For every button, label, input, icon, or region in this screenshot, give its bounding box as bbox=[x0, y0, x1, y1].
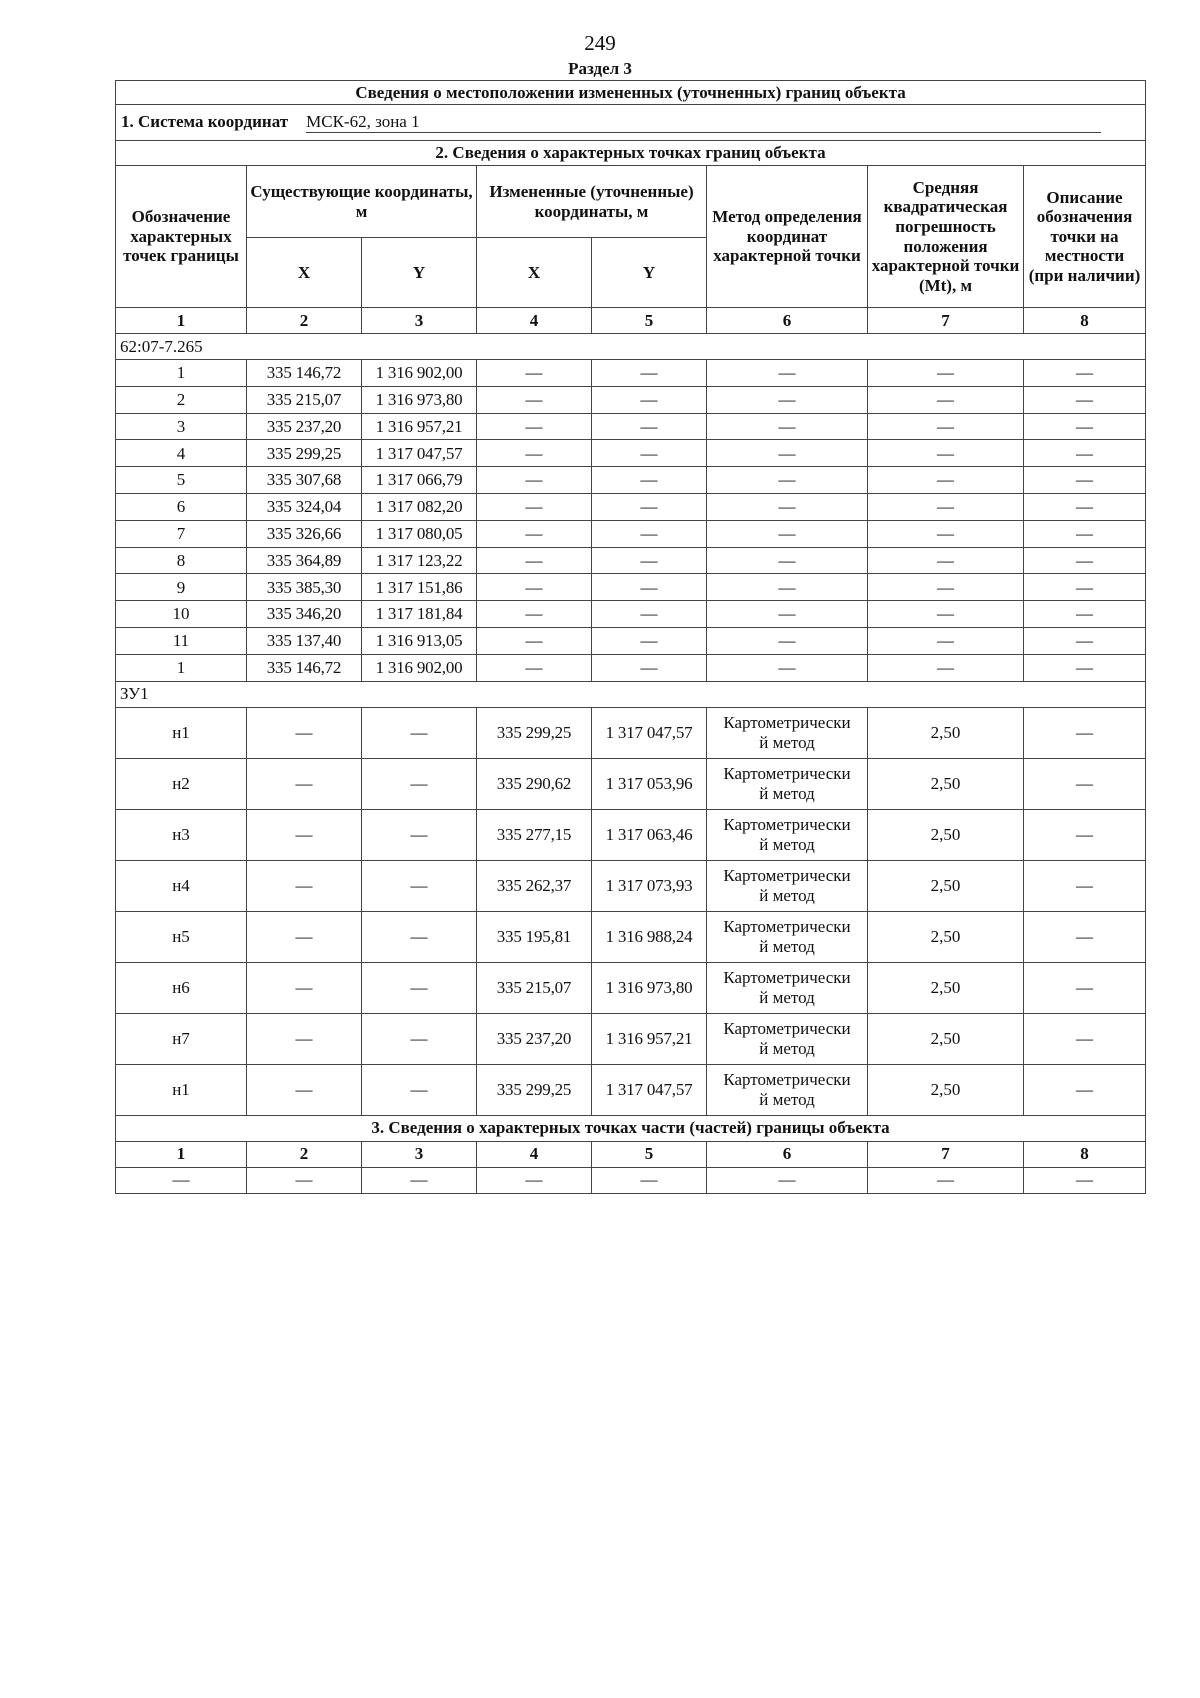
table-cell: — bbox=[1024, 627, 1146, 654]
table-cell: — bbox=[868, 493, 1024, 520]
method-cell bbox=[707, 809, 868, 860]
page-number: 249 bbox=[584, 31, 616, 55]
table-row bbox=[116, 1013, 1146, 1064]
group-label: ЗУ1 bbox=[116, 681, 1146, 707]
table-cell: 335 237,20 bbox=[247, 413, 362, 440]
table-cell: — bbox=[362, 809, 477, 860]
column-number: 4 bbox=[477, 308, 592, 334]
table-cell: — bbox=[592, 386, 707, 413]
table-cell: 2,50 bbox=[868, 1064, 1024, 1115]
table-cell: 335 307,68 bbox=[247, 467, 362, 494]
method-cell bbox=[707, 707, 868, 758]
table-cell: 1 316 973,80 bbox=[592, 962, 707, 1013]
table-cell: н7 bbox=[116, 1013, 247, 1064]
table-cell: н3 bbox=[116, 809, 247, 860]
header-row-1 bbox=[116, 166, 1146, 238]
table-row bbox=[116, 758, 1146, 809]
table-cell: — bbox=[592, 440, 707, 467]
header-error: Средняя квадратическая погрешность положения характерной точки (Mt), м bbox=[868, 166, 1024, 308]
table-cell: 1 317 151,86 bbox=[362, 574, 477, 601]
column-number: 3 bbox=[362, 308, 477, 334]
table-cell: 1 316 988,24 bbox=[592, 911, 707, 962]
table-cell: — bbox=[477, 520, 592, 547]
table-cell: — bbox=[477, 467, 592, 494]
table-cell: 6 bbox=[116, 493, 247, 520]
coord-system-cell bbox=[116, 105, 1146, 141]
table-cell: — bbox=[868, 386, 1024, 413]
table-cell: — bbox=[477, 413, 592, 440]
method-text: й метод bbox=[759, 936, 815, 956]
table-cell: — bbox=[707, 440, 868, 467]
table-cell: 2,50 bbox=[868, 809, 1024, 860]
table-cell: — bbox=[1024, 520, 1146, 547]
part3-title-row bbox=[116, 1115, 1146, 1141]
table-cell: — bbox=[477, 493, 592, 520]
table-cell: 335 324,04 bbox=[247, 493, 362, 520]
table-cell: 335 215,07 bbox=[247, 386, 362, 413]
table-row bbox=[116, 547, 1146, 574]
method-cell bbox=[707, 1064, 868, 1115]
table-cell: — bbox=[592, 627, 707, 654]
table-cell: — bbox=[868, 440, 1024, 467]
table-cell: — bbox=[362, 1167, 477, 1193]
table-cell: 335 385,30 bbox=[247, 574, 362, 601]
table-cell: н1 bbox=[116, 1064, 247, 1115]
coord-system-value: МСК-62, зона 1 bbox=[306, 112, 1101, 134]
table-cell: 4 bbox=[116, 440, 247, 467]
method-text: й метод bbox=[759, 987, 815, 1007]
table-cell: — bbox=[247, 707, 362, 758]
table-cell: 9 bbox=[116, 574, 247, 601]
table-cell: 2,50 bbox=[868, 758, 1024, 809]
table-row bbox=[116, 440, 1146, 467]
table-cell: — bbox=[247, 1064, 362, 1115]
table-cell: 1 317 047,57 bbox=[362, 440, 477, 467]
boundary-table bbox=[115, 80, 1146, 1194]
table-cell: — bbox=[707, 627, 868, 654]
column-number: 8 bbox=[1024, 308, 1146, 334]
table-cell: 1 317 066,79 bbox=[362, 467, 477, 494]
column-number: 1 bbox=[116, 1141, 247, 1167]
column-number: 5 bbox=[592, 1141, 707, 1167]
method-cell bbox=[707, 758, 868, 809]
table-cell: — bbox=[477, 627, 592, 654]
coord-system-row bbox=[116, 105, 1146, 141]
table-cell: — bbox=[707, 360, 868, 387]
column-number: 5 bbox=[592, 308, 707, 334]
table-cell: — bbox=[1024, 758, 1146, 809]
method-text: й метод bbox=[759, 732, 815, 752]
section-title: Раздел 3 bbox=[568, 59, 632, 78]
method-text: й метод bbox=[759, 1089, 815, 1109]
table-cell: 10 bbox=[116, 601, 247, 628]
table-cell: 335 215,07 bbox=[477, 962, 592, 1013]
table-cell: 2,50 bbox=[868, 962, 1024, 1013]
table-cell: 1 317 047,57 bbox=[592, 707, 707, 758]
part3-empty-row bbox=[116, 1167, 1146, 1193]
table-cell: — bbox=[477, 360, 592, 387]
table-cell: — bbox=[1024, 493, 1146, 520]
table-cell: — bbox=[707, 493, 868, 520]
table-cell: — bbox=[707, 520, 868, 547]
table-cell: н2 bbox=[116, 758, 247, 809]
method-text: Картометрически bbox=[723, 917, 851, 937]
column-number: 2 bbox=[247, 1141, 362, 1167]
table-cell: — bbox=[247, 758, 362, 809]
table-cell: 1 317 123,22 bbox=[362, 547, 477, 574]
table-cell: — bbox=[247, 1167, 362, 1193]
table-row bbox=[116, 654, 1146, 681]
table-row bbox=[116, 386, 1146, 413]
table-cell: 335 299,25 bbox=[247, 440, 362, 467]
table-cell: 1 316 902,00 bbox=[362, 360, 477, 387]
table-row bbox=[116, 707, 1146, 758]
table-cell: — bbox=[1024, 1064, 1146, 1115]
table-cell: — bbox=[362, 1013, 477, 1064]
table-cell: — bbox=[247, 911, 362, 962]
table-row bbox=[116, 1064, 1146, 1115]
method-text: Картометрически bbox=[723, 1019, 851, 1039]
method-cell bbox=[707, 911, 868, 962]
table-cell: 1 bbox=[116, 360, 247, 387]
group-label-row bbox=[116, 681, 1146, 707]
method-cell bbox=[707, 860, 868, 911]
table-cell: — bbox=[707, 386, 868, 413]
table-cell: 3 bbox=[116, 413, 247, 440]
table-row bbox=[116, 467, 1146, 494]
table-cell: 2 bbox=[116, 386, 247, 413]
table-cell: — bbox=[1024, 601, 1146, 628]
table-cell: — bbox=[477, 1167, 592, 1193]
table-cell: 1 317 082,20 bbox=[362, 493, 477, 520]
table-cell: — bbox=[868, 601, 1024, 628]
table-cell: — bbox=[707, 574, 868, 601]
table-cell: н1 bbox=[116, 707, 247, 758]
table-row bbox=[116, 627, 1146, 654]
table-cell: — bbox=[868, 467, 1024, 494]
method-text: Картометрически bbox=[723, 1070, 851, 1090]
table-cell: 335 290,62 bbox=[477, 758, 592, 809]
table-cell: 5 bbox=[116, 467, 247, 494]
table-cell: — bbox=[592, 413, 707, 440]
table-cell: — bbox=[477, 574, 592, 601]
table-cell: — bbox=[707, 1167, 868, 1193]
table-cell: — bbox=[707, 601, 868, 628]
table-row bbox=[116, 860, 1146, 911]
table-cell: 1 317 063,46 bbox=[592, 809, 707, 860]
table-cell: 335 146,72 bbox=[247, 654, 362, 681]
column-number: 4 bbox=[477, 1141, 592, 1167]
table-cell: — bbox=[592, 1167, 707, 1193]
table-cell: — bbox=[592, 493, 707, 520]
table-cell: — bbox=[1024, 654, 1146, 681]
table-cell: — bbox=[477, 440, 592, 467]
table-cell: н4 bbox=[116, 860, 247, 911]
table-cell: 335 326,66 bbox=[247, 520, 362, 547]
table-cell: н5 bbox=[116, 911, 247, 962]
table-cell: — bbox=[1024, 386, 1146, 413]
table-cell: — bbox=[1024, 413, 1146, 440]
table-cell: — bbox=[362, 707, 477, 758]
part3-title: 3. Сведения о характерных точках части (частей) границы объекта bbox=[116, 1115, 1146, 1141]
table-cell: 335 262,37 bbox=[477, 860, 592, 911]
table-cell: — bbox=[362, 1064, 477, 1115]
table-cell: 11 bbox=[116, 627, 247, 654]
table-row bbox=[116, 520, 1146, 547]
table-row bbox=[116, 493, 1146, 520]
table-cell: — bbox=[477, 601, 592, 628]
table-cell: 335 237,20 bbox=[477, 1013, 592, 1064]
table-cell: — bbox=[592, 654, 707, 681]
table-cell: — bbox=[1024, 440, 1146, 467]
header-y-changed: Y bbox=[592, 238, 707, 308]
header-changed: Измененные (уточненные) координаты, м bbox=[477, 166, 707, 238]
method-text: Картометрически bbox=[723, 764, 851, 784]
header-existing: Существующие координаты, м bbox=[247, 166, 477, 238]
column-number: 7 bbox=[868, 308, 1024, 334]
method-cell bbox=[707, 962, 868, 1013]
table-cell: — bbox=[116, 1167, 247, 1193]
table-cell: — bbox=[868, 654, 1024, 681]
group-label: 62:07-7.265 bbox=[116, 334, 1146, 360]
method-text: й метод bbox=[759, 885, 815, 905]
table-cell: 1 316 957,21 bbox=[362, 413, 477, 440]
column-number: 6 bbox=[707, 308, 868, 334]
part2-title-row bbox=[116, 141, 1146, 166]
table-cell: 1 317 080,05 bbox=[362, 520, 477, 547]
table-cell: — bbox=[592, 360, 707, 387]
table-cell: — bbox=[477, 386, 592, 413]
table-cell: — bbox=[707, 547, 868, 574]
column-number: 6 bbox=[707, 1141, 868, 1167]
header-point: Обозначение характерных точек границы bbox=[116, 166, 247, 308]
table-cell: — bbox=[868, 413, 1024, 440]
header-method: Метод определения координат характерной точки bbox=[707, 166, 868, 308]
table-cell: — bbox=[247, 962, 362, 1013]
table-cell: — bbox=[1024, 1167, 1146, 1193]
table-cell: — bbox=[868, 547, 1024, 574]
header-y-existing: Y bbox=[362, 238, 477, 308]
table-cell: 1 316 902,00 bbox=[362, 654, 477, 681]
table-cell: — bbox=[1024, 574, 1146, 601]
table-cell: 1 316 913,05 bbox=[362, 627, 477, 654]
table-cell: — bbox=[1024, 1013, 1146, 1064]
table-cell: — bbox=[477, 547, 592, 574]
table-cell: — bbox=[592, 601, 707, 628]
table-cell: — bbox=[1024, 360, 1146, 387]
table-cell: — bbox=[868, 574, 1024, 601]
table-cell: — bbox=[592, 574, 707, 601]
table-cell: — bbox=[1024, 707, 1146, 758]
table-cell: 335 277,15 bbox=[477, 809, 592, 860]
table-row bbox=[116, 962, 1146, 1013]
table-cell: — bbox=[477, 654, 592, 681]
column-number: 7 bbox=[868, 1141, 1024, 1167]
table-cell: 335 146,72 bbox=[247, 360, 362, 387]
table-cell: 335 195,81 bbox=[477, 911, 592, 962]
coord-system-label: 1. Система координат bbox=[121, 111, 289, 131]
column-number: 8 bbox=[1024, 1141, 1146, 1167]
table-cell: 7 bbox=[116, 520, 247, 547]
table-cell: — bbox=[1024, 467, 1146, 494]
table-row bbox=[116, 601, 1146, 628]
table-cell: 1 317 053,96 bbox=[592, 758, 707, 809]
table-cell: — bbox=[707, 413, 868, 440]
method-text: й метод bbox=[759, 834, 815, 854]
part3-number-row bbox=[116, 1141, 1146, 1167]
table-cell: — bbox=[247, 1013, 362, 1064]
column-number: 1 bbox=[116, 308, 247, 334]
table-cell: — bbox=[707, 654, 868, 681]
table-row bbox=[116, 574, 1146, 601]
table-cell: — bbox=[1024, 911, 1146, 962]
method-text: й метод bbox=[759, 783, 815, 803]
table-cell: 335 364,89 bbox=[247, 547, 362, 574]
column-number: 2 bbox=[247, 308, 362, 334]
table-cell: 2,50 bbox=[868, 860, 1024, 911]
table-cell: 335 346,20 bbox=[247, 601, 362, 628]
method-text: Картометрически bbox=[723, 866, 851, 886]
group-label-row bbox=[116, 334, 1146, 360]
method-cell bbox=[707, 1013, 868, 1064]
table-cell: — bbox=[707, 467, 868, 494]
table-cell: — bbox=[362, 758, 477, 809]
table-cell: — bbox=[1024, 962, 1146, 1013]
table-title: Сведения о местоположении измененных (уточненных) границ объекта bbox=[116, 81, 1146, 105]
column-number: 3 bbox=[362, 1141, 477, 1167]
table-cell: 335 299,25 bbox=[477, 707, 592, 758]
table-cell: — bbox=[362, 860, 477, 911]
table-cell: 1 317 073,93 bbox=[592, 860, 707, 911]
table-cell: 1 317 181,84 bbox=[362, 601, 477, 628]
table-row bbox=[116, 911, 1146, 962]
table-cell: н6 bbox=[116, 962, 247, 1013]
table-cell: — bbox=[868, 1167, 1024, 1193]
method-text: й метод bbox=[759, 1038, 815, 1058]
method-text: Картометрически bbox=[723, 968, 851, 988]
table-cell: — bbox=[1024, 547, 1146, 574]
header-x-changed: X bbox=[477, 238, 592, 308]
table-cell: 8 bbox=[116, 547, 247, 574]
header-description: Описание обозначения точки на местности (при наличии) bbox=[1024, 166, 1146, 308]
table-cell: 1 bbox=[116, 654, 247, 681]
header-x-existing: X bbox=[247, 238, 362, 308]
table-cell: 2,50 bbox=[868, 1013, 1024, 1064]
table-cell: 2,50 bbox=[868, 911, 1024, 962]
table-cell: 1 316 973,80 bbox=[362, 386, 477, 413]
table-cell: — bbox=[592, 547, 707, 574]
table-cell: — bbox=[592, 467, 707, 494]
table-cell: — bbox=[1024, 809, 1146, 860]
table-cell: — bbox=[868, 520, 1024, 547]
table-row bbox=[116, 413, 1146, 440]
table-cell: — bbox=[592, 520, 707, 547]
table-cell: 1 316 957,21 bbox=[592, 1013, 707, 1064]
table-cell: — bbox=[362, 911, 477, 962]
table-cell: — bbox=[362, 962, 477, 1013]
table-cell: 335 137,40 bbox=[247, 627, 362, 654]
table-row bbox=[116, 809, 1146, 860]
table-cell: 1 317 047,57 bbox=[592, 1064, 707, 1115]
method-text: Картометрически bbox=[723, 815, 851, 835]
table-title-row bbox=[116, 81, 1146, 105]
part2-title: 2. Сведения о характерных точках границ объекта bbox=[116, 141, 1146, 166]
table-cell: — bbox=[1024, 860, 1146, 911]
table-cell: — bbox=[868, 360, 1024, 387]
table-cell: — bbox=[868, 627, 1024, 654]
table-cell: — bbox=[247, 809, 362, 860]
method-text: Картометрически bbox=[723, 713, 851, 733]
header-number-row bbox=[116, 308, 1146, 334]
table-row bbox=[116, 360, 1146, 387]
table-cell: 2,50 bbox=[868, 707, 1024, 758]
table-cell: 335 299,25 bbox=[477, 1064, 592, 1115]
table-cell: — bbox=[247, 860, 362, 911]
